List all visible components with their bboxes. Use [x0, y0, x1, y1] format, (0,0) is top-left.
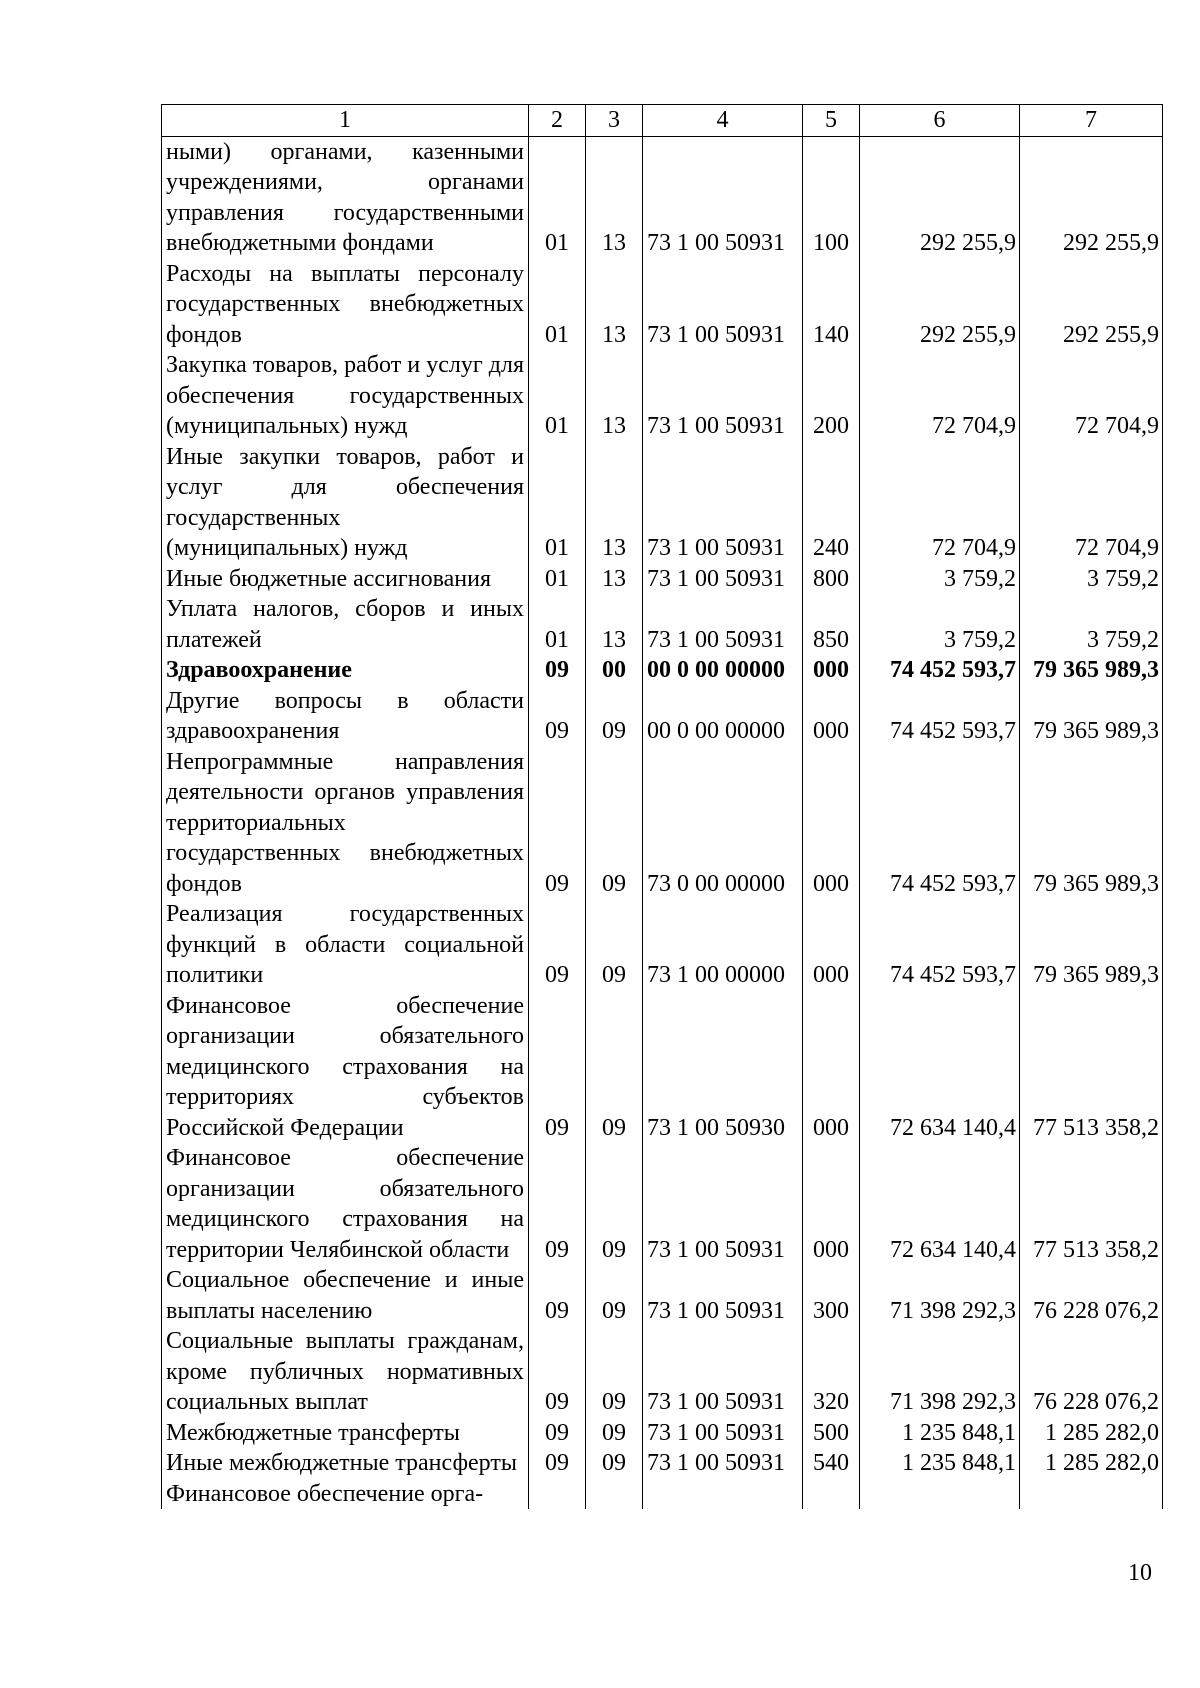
amount-year-1: 1 235 848,1 [860, 1418, 1020, 1449]
row-name: Социальное обеспечение и иные выплаты населению [162, 1265, 529, 1326]
table-row [162, 136, 1163, 259]
subsection-code: 09 [586, 991, 643, 1144]
expense-type-code: 000 [803, 747, 860, 900]
expense-type-code: 100 [803, 136, 860, 259]
amount-year-2: 292 255,9 [1020, 136, 1163, 259]
amount-year-1 [860, 1479, 1020, 1510]
expense-type-code: 000 [803, 1143, 860, 1265]
amount-year-1: 71 398 292,3 [860, 1265, 1020, 1326]
amount-year-1: 72 634 140,4 [860, 991, 1020, 1144]
expense-type-code: 300 [803, 1265, 860, 1326]
section-code: 09 [529, 1143, 586, 1265]
amount-year-2: 76 228 076,2 [1020, 1265, 1163, 1326]
row-name: Закупка товаров, работ и услуг для обеспечения государственных (муниципальных) нужд [162, 350, 529, 442]
target-article-code: 73 1 00 50931 [643, 1265, 803, 1326]
target-article-code: 00 0 00 00000 [643, 686, 803, 747]
target-article-code: 73 1 00 50931 [643, 564, 803, 595]
target-article-code: 73 1 00 50931 [643, 259, 803, 351]
subsection-code: 09 [586, 747, 643, 900]
row-name: Уплата налогов, сборов и иных платежей [162, 594, 529, 655]
amount-year-1: 74 452 593,7 [860, 655, 1020, 686]
section-code [529, 1479, 586, 1510]
amount-year-1: 292 255,9 [860, 136, 1020, 259]
amount-year-2: 72 704,9 [1020, 442, 1163, 564]
amount-year-1: 3 759,2 [860, 594, 1020, 655]
section-code: 09 [529, 899, 586, 991]
expense-type-code: 200 [803, 350, 860, 442]
subsection-code: 13 [586, 442, 643, 564]
target-article-code: 73 1 00 00000 [643, 899, 803, 991]
row-name: Иные бюджетные ассигнования [162, 564, 529, 595]
subsection-code: 13 [586, 136, 643, 259]
row-name: Другие вопросы в области здравоохранения [162, 686, 529, 747]
expense-type-code: 240 [803, 442, 860, 564]
section-code: 09 [529, 1448, 586, 1479]
amount-year-1: 74 452 593,7 [860, 899, 1020, 991]
amount-year-2: 3 759,2 [1020, 564, 1163, 595]
row-name: Финансовое обеспечение организации обязательного медицинского страхования на территории Челябинской области [162, 1143, 529, 1265]
amount-year-1: 72 704,9 [860, 442, 1020, 564]
subsection-code: 00 [586, 655, 643, 686]
amount-year-2: 76 228 076,2 [1020, 1326, 1163, 1418]
amount-year-1: 72 704,9 [860, 350, 1020, 442]
target-article-code: 73 0 00 00000 [643, 747, 803, 900]
section-code: 01 [529, 136, 586, 259]
subsection-code: 09 [586, 899, 643, 991]
amount-year-2: 79 365 989,3 [1020, 899, 1163, 991]
row-name: Непрограммные направления деятельности органов управления территориальных государственных внебюджетных фондов [162, 747, 529, 900]
header-col-2: 2 [529, 105, 586, 137]
table-row [162, 1143, 1163, 1265]
table-row [162, 1326, 1163, 1418]
budget-table [161, 104, 1163, 1509]
amount-year-1: 74 452 593,7 [860, 747, 1020, 900]
amount-year-2: 72 704,9 [1020, 350, 1163, 442]
subsection-code: 09 [586, 1326, 643, 1418]
table-row [162, 1265, 1163, 1326]
amount-year-1: 72 634 140,4 [860, 1143, 1020, 1265]
amount-year-2: 77 513 358,2 [1020, 1143, 1163, 1265]
target-article-code: 00 0 00 00000 [643, 655, 803, 686]
row-name: Иные закупки товаров, работ и услуг для обеспечения государственных (муниципальных) нужд [162, 442, 529, 564]
section-code: 09 [529, 1418, 586, 1449]
amount-year-2: 3 759,2 [1020, 594, 1163, 655]
amount-year-2: 79 365 989,3 [1020, 686, 1163, 747]
subsection-code: 09 [586, 1265, 643, 1326]
subsection-code: 09 [586, 1143, 643, 1265]
table-row [162, 259, 1163, 351]
subsection-code [586, 1479, 643, 1510]
table-row [162, 686, 1163, 747]
subsection-code: 09 [586, 1448, 643, 1479]
section-code: 09 [529, 655, 586, 686]
amount-year-2: 79 365 989,3 [1020, 655, 1163, 686]
expense-type-code: 320 [803, 1326, 860, 1418]
target-article-code: 73 1 00 50931 [643, 136, 803, 259]
target-article-code: 73 1 00 50931 [643, 1418, 803, 1449]
row-name: ными) органами, казенными учреждениями, органами управления государственными внебюджетными фондами [162, 136, 529, 259]
amount-year-1: 71 398 292,3 [860, 1326, 1020, 1418]
table-row [162, 350, 1163, 442]
header-col-1: 1 [162, 105, 529, 137]
target-article-code [643, 1479, 803, 1510]
section-code: 01 [529, 564, 586, 595]
table-row [162, 442, 1163, 564]
amount-year-2: 1 285 282,0 [1020, 1448, 1163, 1479]
amount-year-2: 292 255,9 [1020, 259, 1163, 351]
table-row [162, 594, 1163, 655]
header-col-5: 5 [803, 105, 860, 137]
table-row [162, 564, 1163, 595]
row-name: Расходы на выплаты персоналу государственных внебюджетных фондов [162, 259, 529, 351]
table-row [162, 1479, 1163, 1510]
amount-year-2: 79 365 989,3 [1020, 747, 1163, 900]
subsection-code: 13 [586, 259, 643, 351]
subsection-code: 13 [586, 350, 643, 442]
target-article-code: 73 1 00 50931 [643, 350, 803, 442]
section-code: 09 [529, 1265, 586, 1326]
table-row [162, 1448, 1163, 1479]
header-col-6: 6 [860, 105, 1020, 137]
target-article-code: 73 1 00 50931 [643, 1448, 803, 1479]
header-col-7: 7 [1020, 105, 1163, 137]
section-code: 01 [529, 442, 586, 564]
row-name: Иные межбюджетные трансферты [162, 1448, 529, 1479]
section-code: 09 [529, 686, 586, 747]
target-article-code: 73 1 00 50931 [643, 594, 803, 655]
section-code: 01 [529, 594, 586, 655]
amount-year-1: 3 759,2 [860, 564, 1020, 595]
expense-type-code: 000 [803, 655, 860, 686]
expense-type-code: 800 [803, 564, 860, 595]
header-col-3: 3 [586, 105, 643, 137]
header-row [162, 105, 1163, 137]
table-row [162, 991, 1163, 1144]
amount-year-2 [1020, 1479, 1163, 1510]
section-code: 09 [529, 991, 586, 1144]
amount-year-2: 1 285 282,0 [1020, 1418, 1163, 1449]
amount-year-1: 1 235 848,1 [860, 1448, 1020, 1479]
row-name: Реализация государственных функций в области социальной политики [162, 899, 529, 991]
subsection-code: 13 [586, 594, 643, 655]
section-code: 01 [529, 350, 586, 442]
expense-type-code: 000 [803, 686, 860, 747]
expense-type-code: 000 [803, 991, 860, 1144]
target-article-code: 73 1 00 50931 [643, 1143, 803, 1265]
target-article-code: 73 1 00 50931 [643, 442, 803, 564]
expense-type-code: 140 [803, 259, 860, 351]
section-code: 01 [529, 259, 586, 351]
table-row [162, 899, 1163, 991]
subsection-code: 09 [586, 686, 643, 747]
row-name: Социальные выплаты гражданам, кроме публичных нормативных социальных выплат [162, 1326, 529, 1418]
expense-type-code: 000 [803, 899, 860, 991]
expense-type-code [803, 1479, 860, 1510]
amount-year-1: 292 255,9 [860, 259, 1020, 351]
row-name: Межбюджетные трансферты [162, 1418, 529, 1449]
target-article-code: 73 1 00 50931 [643, 1326, 803, 1418]
table-row [162, 747, 1163, 900]
subsection-code: 09 [586, 1418, 643, 1449]
amount-year-2: 77 513 358,2 [1020, 991, 1163, 1144]
subsection-code: 13 [586, 564, 643, 595]
amount-year-1: 74 452 593,7 [860, 686, 1020, 747]
expense-type-code: 850 [803, 594, 860, 655]
table-row [162, 655, 1163, 686]
section-code: 09 [529, 747, 586, 900]
table-row [162, 1418, 1163, 1449]
header-col-4: 4 [643, 105, 803, 137]
row-name: Финансовое обеспечение орга- [162, 1479, 529, 1510]
expense-type-code: 540 [803, 1448, 860, 1479]
row-name: Финансовое обеспечение организации обязательного медицинского страхования на территориях субъектов Российской Федерации [162, 991, 529, 1144]
target-article-code: 73 1 00 50930 [643, 991, 803, 1144]
expense-type-code: 500 [803, 1418, 860, 1449]
section-code: 09 [529, 1326, 586, 1418]
row-name: Здравоохранение [162, 655, 529, 686]
page-number: 10 [1128, 1560, 1152, 1586]
